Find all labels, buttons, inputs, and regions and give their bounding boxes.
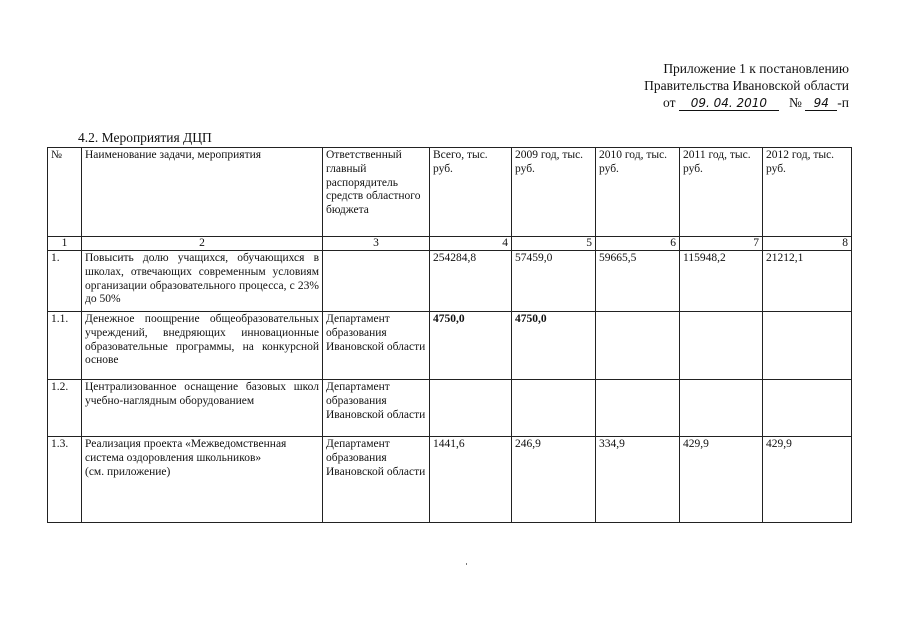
appendix-line-2: Правительства Ивановской области bbox=[644, 78, 849, 93]
column-number-row bbox=[48, 237, 852, 251]
row-2012 bbox=[763, 312, 852, 380]
row-name: Централизованное оснащение базовых школ учебно-наглядным оборудованием bbox=[82, 380, 323, 437]
header-2011: 2011 год, тыс. руб. bbox=[680, 148, 763, 237]
row-num: 1.1. bbox=[48, 312, 82, 380]
header-2009: 2009 год, тыс. руб. bbox=[512, 148, 596, 237]
column-number: 7 bbox=[680, 237, 763, 251]
row-2011: 115948,2 bbox=[680, 251, 763, 312]
header-responsible: Ответственный главный распорядитель средств областного бюджета bbox=[323, 148, 430, 237]
row-total bbox=[430, 380, 512, 437]
row-responsible: Департамент образования Ивановской области bbox=[323, 312, 430, 380]
number-suffix: -п bbox=[837, 95, 849, 110]
row-2009: 57459,0 bbox=[512, 251, 596, 312]
row-num: 1.2. bbox=[48, 380, 82, 437]
header-2012: 2012 год, тыс. руб. bbox=[763, 148, 852, 237]
row-2011 bbox=[680, 312, 763, 380]
measures-table bbox=[47, 147, 852, 523]
appendix-line-1: Приложение 1 к постановлению bbox=[663, 61, 849, 76]
row-num: 1.3. bbox=[48, 437, 82, 523]
row-2009: 4750,0 bbox=[512, 312, 596, 380]
header-2010: 2010 год, тыс. руб. bbox=[596, 148, 680, 237]
header-num: № bbox=[48, 148, 82, 237]
table-row bbox=[48, 437, 852, 523]
handwritten-number: 94 bbox=[805, 97, 837, 111]
row-name: Денежное поощрение общеобразовательных учреждений, внедряющих инновационные образовательные программы, на конкурсной основе bbox=[82, 312, 323, 380]
column-number: 5 bbox=[512, 237, 596, 251]
column-number: 1 bbox=[48, 237, 82, 251]
row-responsible bbox=[323, 251, 430, 312]
table-row bbox=[48, 251, 852, 312]
table-row bbox=[48, 312, 852, 380]
section-title: 4.2. Мероприятия ДЦП bbox=[78, 130, 212, 145]
row-2010 bbox=[596, 380, 680, 437]
appendix-header bbox=[644, 60, 849, 111]
row-2011: 429,9 bbox=[680, 437, 763, 523]
table-header-row bbox=[48, 148, 852, 237]
number-prefix: № bbox=[789, 95, 802, 110]
header-total: Всего, тыс. руб. bbox=[430, 148, 512, 237]
row-name: Реализация проекта «Межведомственная система оздоровления школьников» bbox=[85, 438, 287, 464]
scan-speck bbox=[466, 563, 467, 565]
row-total: 1441,6 bbox=[430, 437, 512, 523]
row-2012 bbox=[763, 380, 852, 437]
date-prefix: от bbox=[663, 95, 676, 110]
row-total: 4750,0 bbox=[430, 312, 512, 380]
row-name-cell bbox=[82, 437, 323, 523]
row-name: Повысить долю учащихся, обучающихся в школах, отвечающих современным условиям организации образовательного процесса, с 23% до 50% bbox=[82, 251, 323, 312]
column-number: 3 bbox=[323, 237, 430, 251]
row-2012: 429,9 bbox=[763, 437, 852, 523]
table-row bbox=[48, 380, 852, 437]
header-name: Наименование задачи, мероприятия bbox=[82, 148, 323, 237]
row-name-note: (см. приложение) bbox=[85, 465, 171, 478]
row-2012: 21212,1 bbox=[763, 251, 852, 312]
column-number: 6 bbox=[596, 237, 680, 251]
row-2009 bbox=[512, 380, 596, 437]
row-2010 bbox=[596, 312, 680, 380]
row-2010: 334,9 bbox=[596, 437, 680, 523]
row-responsible: Департамент образования Ивановской области bbox=[323, 437, 430, 523]
row-responsible: Департамент образования Ивановской области bbox=[323, 380, 430, 437]
column-number: 8 bbox=[763, 237, 852, 251]
column-number: 4 bbox=[430, 237, 512, 251]
row-total: 254284,8 bbox=[430, 251, 512, 312]
row-2010: 59665,5 bbox=[596, 251, 680, 312]
column-number: 2 bbox=[82, 237, 323, 251]
handwritten-date: 09. 04. 2010 bbox=[679, 97, 779, 111]
row-2009: 246,9 bbox=[512, 437, 596, 523]
row-num: 1. bbox=[48, 251, 82, 312]
row-2011 bbox=[680, 380, 763, 437]
appendix-date-line bbox=[644, 94, 849, 111]
